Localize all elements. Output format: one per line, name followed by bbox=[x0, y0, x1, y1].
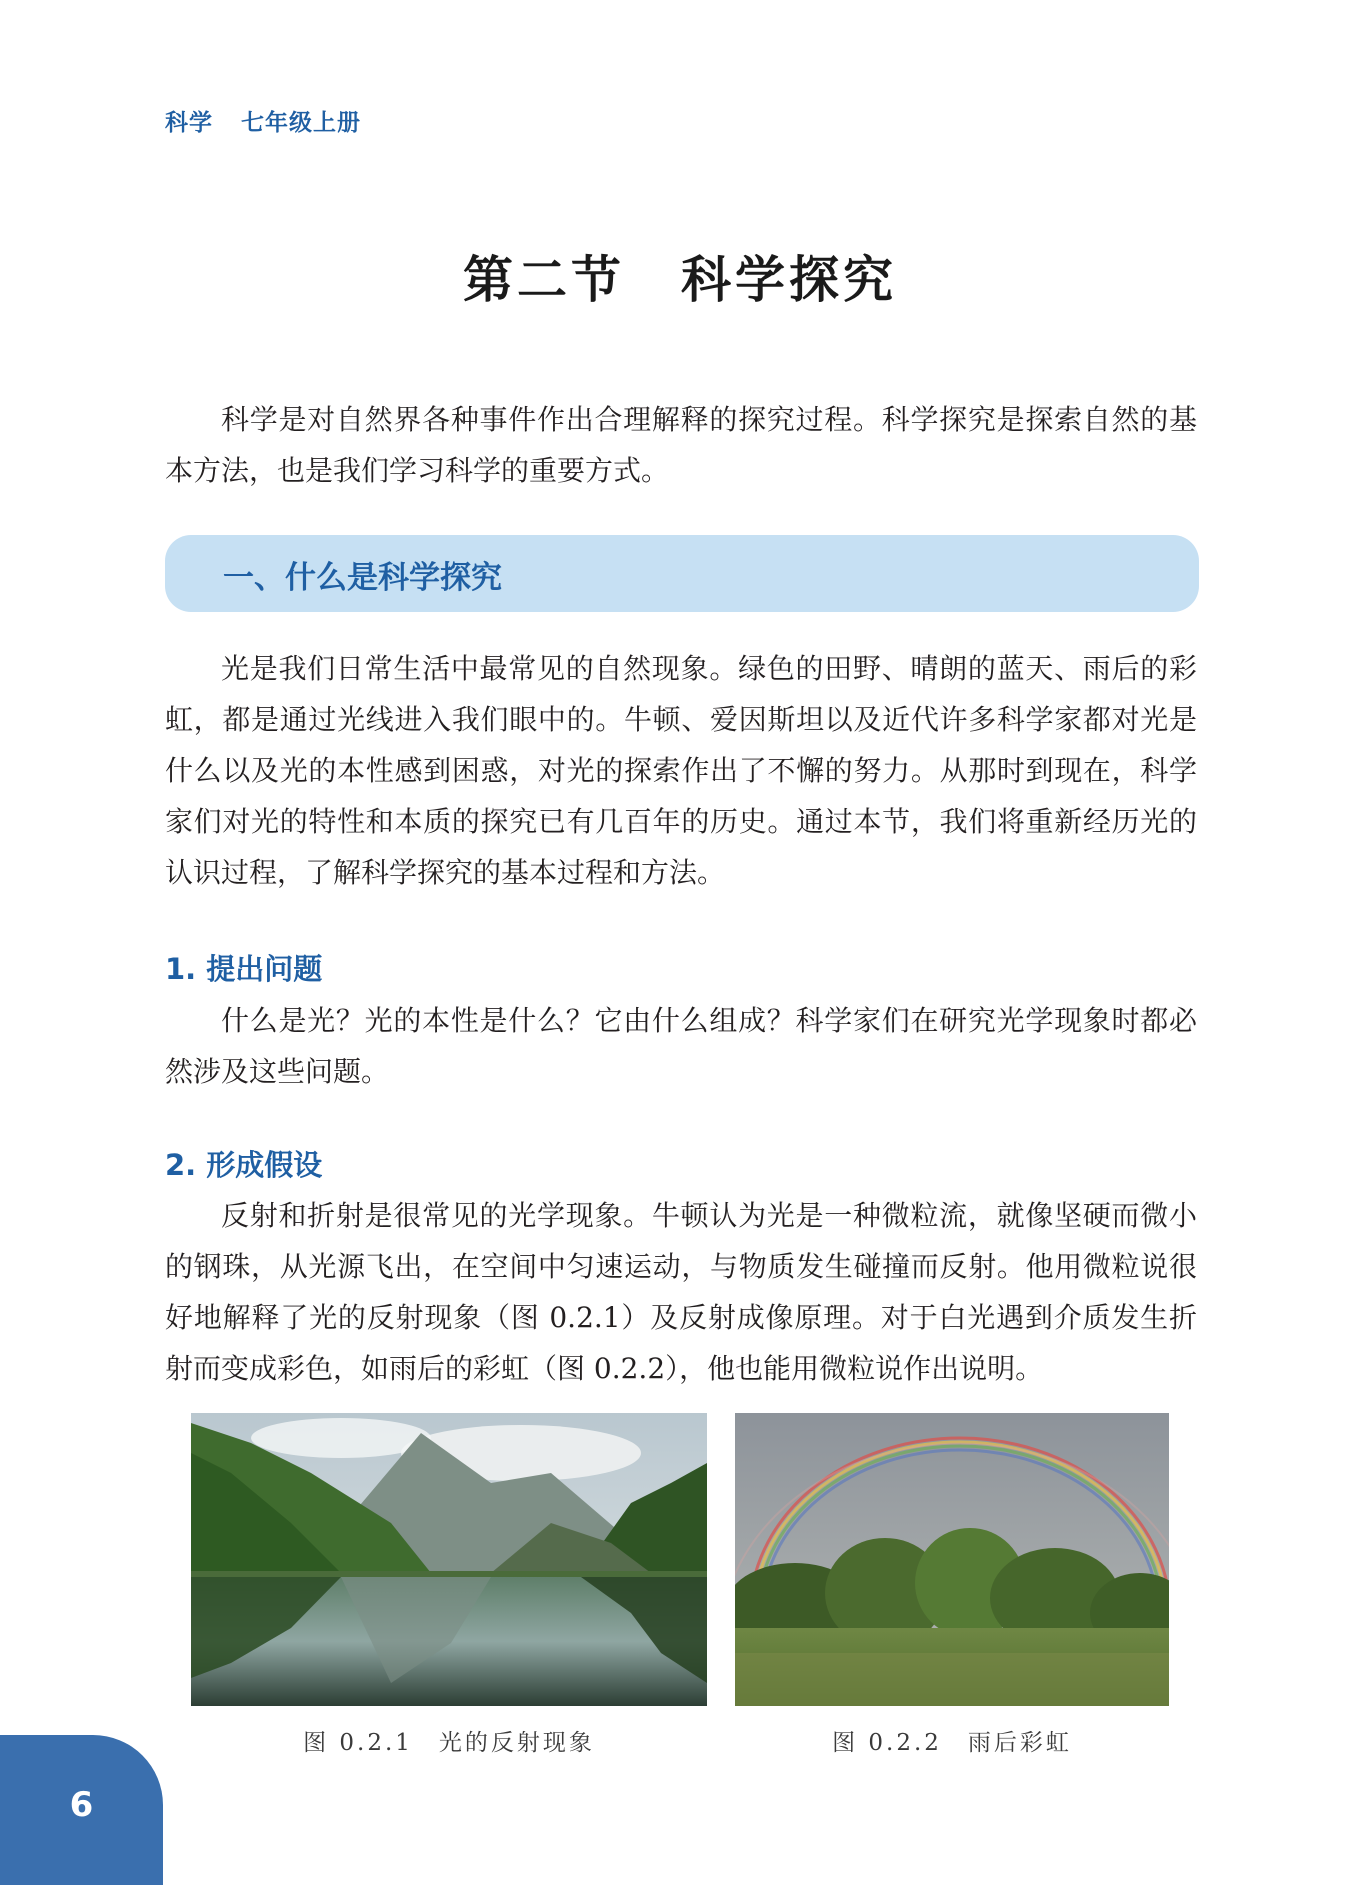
figure-number: 图 0.2.2 bbox=[832, 1730, 942, 1756]
section-title bbox=[0, 240, 1360, 312]
page-number: 6 bbox=[69, 1785, 94, 1825]
rainbow-photo bbox=[735, 1413, 1169, 1706]
part-heading-banner bbox=[165, 535, 1199, 612]
intro-paragraph: 科学是对自然界各种事件作出合理解释的探究过程。科学探究是探索自然的基本方法，也是我们学习科学的重要方式。 bbox=[165, 403, 1197, 487]
step2-paragraph: 反射和折射是很常见的光学现象。牛顿认为光是一种微粒流，就像坚硬而微小的钢珠，从光源飞出，在空间中匀速运动，与物质发生碰撞而反射。他用微粒说很好地解释了光的反射现象（图 0.2.1）及反射成像原理。对于白光遇到介质发生折射而变成彩色，如雨后的彩虹（图 0.2.2），他也能用微粒说作出说明。 bbox=[165, 1199, 1197, 1385]
page-number-tab bbox=[0, 1735, 163, 1885]
running-head bbox=[165, 104, 361, 137]
reflection-photo bbox=[191, 1413, 707, 1706]
figure-title: 雨后彩虹 bbox=[967, 1730, 1072, 1756]
grade-label: 七年级上册 bbox=[241, 110, 361, 136]
step1-paragraph: 什么是光？光的本性是什么？它由什么组成？科学家们在研究光学现象时都必然涉及这些问题。 bbox=[165, 1004, 1197, 1088]
figure-caption-2 bbox=[735, 1724, 1169, 1757]
step1-heading: 1. 提出问题 bbox=[165, 952, 323, 986]
part-heading: 一、什么是科学探究 bbox=[223, 560, 502, 596]
step2-heading: 2. 形成假设 bbox=[165, 1148, 323, 1182]
section-name: 科学探究 bbox=[681, 251, 897, 309]
subject-label: 科学 bbox=[165, 110, 213, 136]
part1-paragraph: 光是我们日常生活中最常见的自然现象。绿色的田野、晴朗的蓝天、雨后的彩虹，都是通过光线进入我们眼中的。牛顿、爱因斯坦以及近代许多科学家都对光是什么以及光的本性感到困惑，对光的探索作出了不懈的努力。从那时到现在，科学家们对光的特性和本质的探究已有几百年的历史。通过本节，我们将重新经历光的认识过程，了解科学探究的基本过程和方法。 bbox=[165, 652, 1197, 889]
figure-title: 光的反射现象 bbox=[438, 1730, 595, 1756]
figure-number: 图 0.2.1 bbox=[303, 1730, 413, 1756]
section-number: 第二节 bbox=[463, 251, 625, 309]
figure-caption-1 bbox=[191, 1724, 707, 1757]
